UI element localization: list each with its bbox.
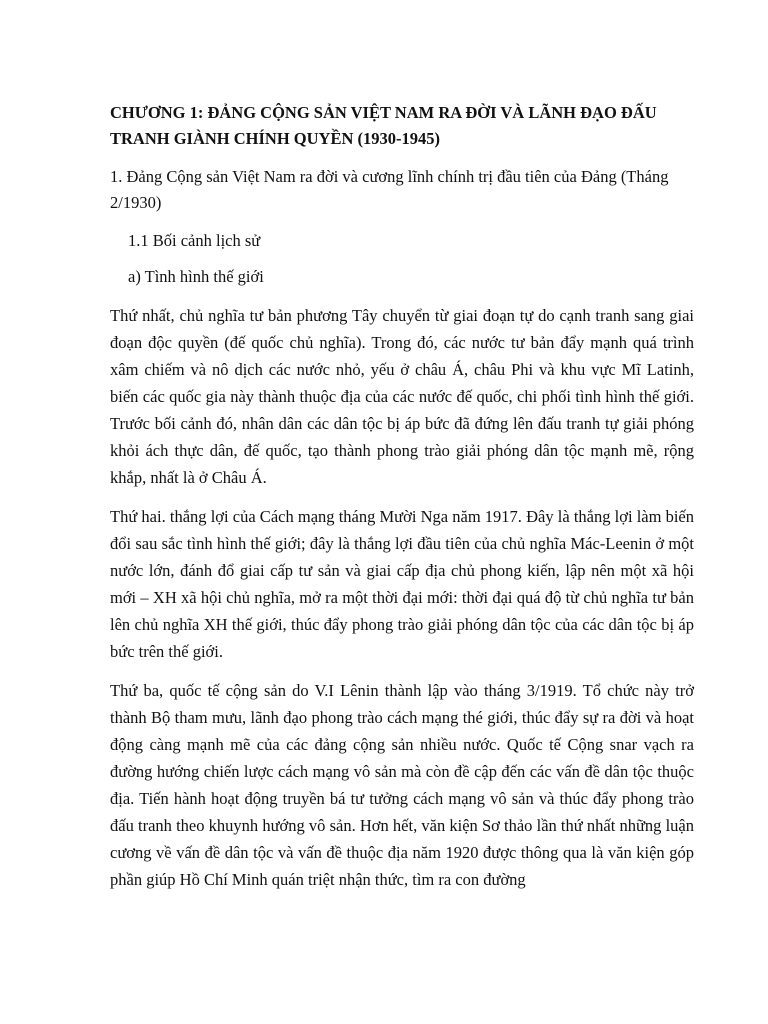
subsection-heading-context: 1.1 Bối cảnh lịch sử xyxy=(128,231,261,250)
chapter-title: CHƯƠNG 1: ĐẢNG CỘNG SẢN VIỆT NAM RA ĐỜI VÀ LÃNH ĐẠO ĐẤU TRANH GIÀNH CHÍNH QUYỀN (1930-1945) xyxy=(110,103,657,148)
document-body xyxy=(110,100,694,905)
paragraph-third: Thứ ba, quốc tế cộng sản do V.I Lênin thành lập vào tháng 3/1919. Tổ chức này trở thành Bộ tham mưu, lãnh đạo phong trào cách mạng thé giới, thúc đẩy sự ra đời và hoạt động càng mạnh mẽ của các đảng cộng sản nhiều nước. Quốc tế Cộng snar vạch ra đường hướng chiến lược cách mạng vô sản mà còn đề cập đến các vấn đề dân tộc thuộc địa. Tiến hành hoạt động truyền bá tư tưởng cách mạng vô sản và thúc đẩy phong trào đấu tranh theo khuynh hướng vô sản. Hơn hết, văn kiện Sơ thảo lần thứ nhất những luận cương về vấn đề dân tộc và vấn đề thuộc địa năm 1920 được thông qua là văn kiện góp phần giúp Hồ Chí Minh quán triệt nhận thức, tìm ra con đường xyxy=(110,681,694,889)
paragraph-second: Thứ hai. thắng lợi của Cách mạng tháng Mười Nga năm 1917. Đây là thắng lợi làm biến đổi sau sắc tình hình thế giới; đây là thắng lợi đầu tiên của chủ nghĩa Mác-Leenin ở một nước lớn, đánh đổ giai cấp tư sản và giai cấp địa chủ phong kiến, lập nên một xã hội mới – XH xã hội chủ nghĩa, mở ra một thời đại mới: thời đại quá độ từ chủ nghĩa tư bản lên chủ nghĩa XH thế giới, thúc đẩy phong trào giải phóng dân tộc của các dân tộc bị áp bức trên thế giới. xyxy=(110,507,694,661)
subsection-heading-world: a) Tình hình thế giới xyxy=(128,267,264,286)
paragraph-first: Thứ nhất, chủ nghĩa tư bản phương Tây chuyển từ giai đoạn tự do cạnh tranh sang giai đoạn độc quyền (đế quốc chủ nghĩa). Trong đó, các nước tư bản đẩy mạnh quá trình xâm chiếm và nô dịch các nước nhỏ, yếu ở châu Á, châu Phi và khu vực Mĩ Latinh, biến các quốc gia này thành thuộc địa của các nước đế quốc, chi phối tình hình thế giới. Trước bối cảnh đó, nhân dân các dân tộc bị áp bức đã đứng lên đấu tranh tự giải phóng khỏi ách thực dân, đế quốc, tạo thành phong trào giải phóng dân tộc mạnh mẽ, rộng khắp, nhất là ở Châu Á. xyxy=(110,306,694,487)
section-heading: 1. Đảng Cộng sản Việt Nam ra đời và cương lĩnh chính trị đầu tiên của Đảng (Tháng 2/1930) xyxy=(110,167,669,212)
